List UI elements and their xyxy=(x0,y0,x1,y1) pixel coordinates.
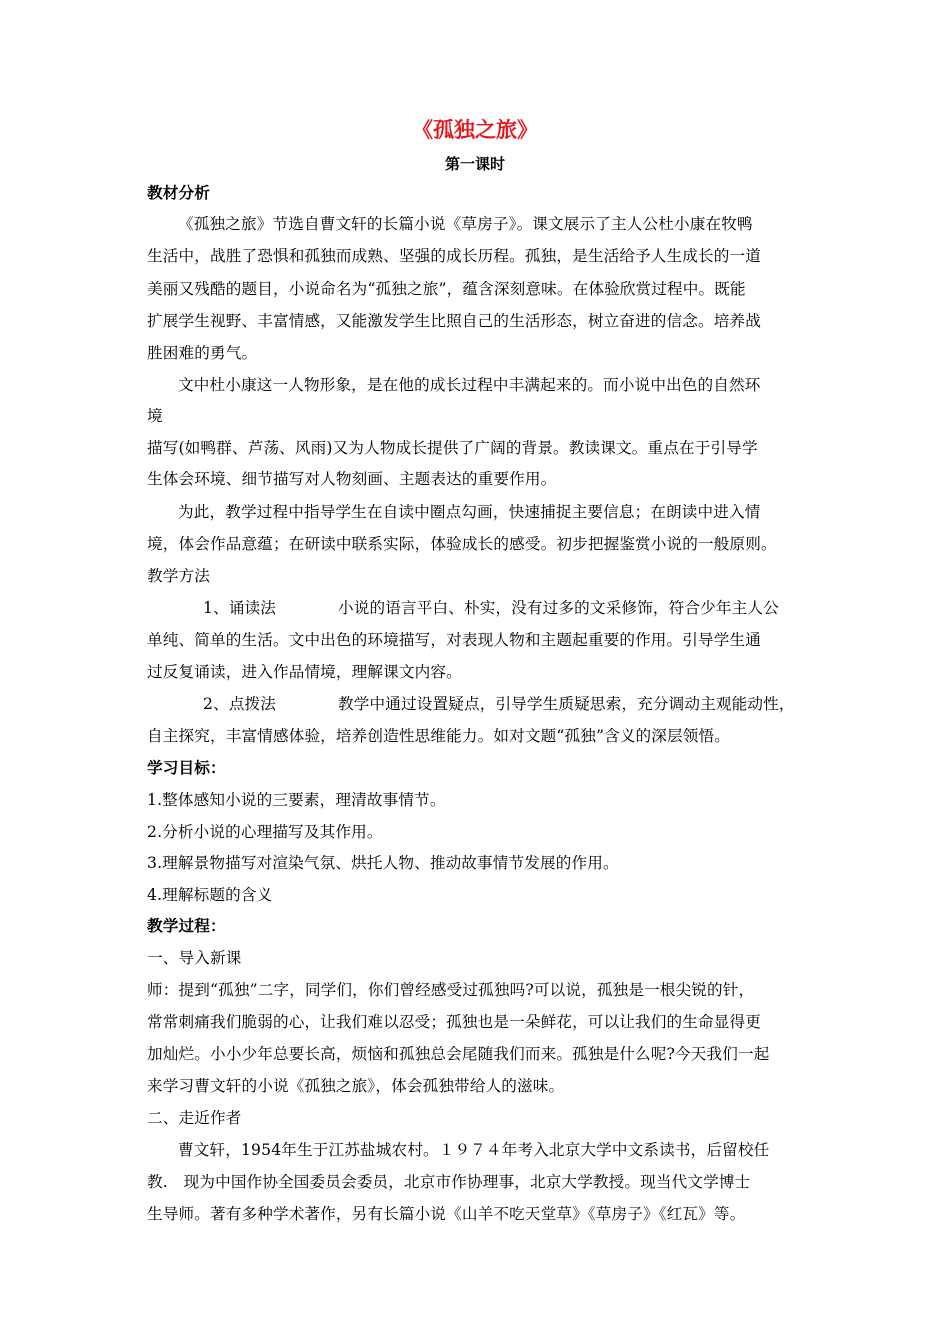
method-1-desc: 小说的语言平白、朴实，没有过多的文采修饰，符合少年主人公 xyxy=(338,599,779,617)
paragraph-line: 扩展学生视野、丰富情感，又能激发学生比照自己的生活形态，树立奋进的信念。培养战 xyxy=(147,312,762,330)
analysis-heading: 教材分析 xyxy=(147,184,210,202)
paragraph-line: 描写(如鸭群、芦荡、风雨)又为人物成长提供了广阔的背景。教读课文。重点在于引导学 xyxy=(147,439,758,457)
page-title: 《孤独之旅》 xyxy=(412,118,538,142)
paragraph-line: 师：提到“孤独”二字，同学们，你们曾经感受过孤独吗?可以说，孤独是一根尖锐的针， xyxy=(147,981,755,999)
paragraph-line: 曹文轩，1954年生于江苏盐城农村。１９７４年考入北京大学中文系读书，后留校任 xyxy=(178,1141,770,1159)
method-1-name: 1、诵读法 xyxy=(203,599,277,617)
paragraph-line: 教. 现为中国作协全国委员会委员，北京市作协理事，北京大学教授。现当代文学博士 xyxy=(147,1173,751,1191)
method-1 xyxy=(203,598,779,618)
paragraph-line: 境，体会作品意蕴；在研读中联系实际，体验成长的感受。初步把握鉴赏小说的一般原则。 xyxy=(147,535,777,553)
goals-heading: 学习目标： xyxy=(147,759,226,777)
paragraph-line: 过反复诵读，进入作品情境，理解课文内容。 xyxy=(147,663,462,681)
paragraph-line: 常常刺痛我们脆弱的心，让我们难以忍受；孤独也是一朵鲜花，可以让我们的生命显得更 xyxy=(147,1013,762,1031)
paragraph-line: 生体会环境、细节描写对人物刻画、主题表达的重要作用。 xyxy=(147,470,557,488)
paragraph-line: 来学习曹文轩的小说《孤独之旅》，体会孤独带给人的滋味。 xyxy=(147,1077,565,1095)
paragraph-line: 美丽又残酷的题目，小说命名为“孤独之旅”，蕴含深刻意味。在体验欣赏过程中。既能 xyxy=(147,280,746,298)
paragraph-line: 加灿烂。小小少年总要长高，烦恼和孤独总会尾随我们而来。孤独是什么呢?今天我们一起 xyxy=(147,1045,770,1063)
step-2-heading: 二、走近作者 xyxy=(147,1109,242,1127)
goal-item: 4.理解标题的含义 xyxy=(147,886,273,904)
methods-heading: 教学方法 xyxy=(147,567,210,585)
paragraph-line: 文中杜小康这一人物形象，是在他的成长过程中丰满起来的。而小说中出色的自然环 xyxy=(178,376,761,394)
method-2-desc: 教学中通过设置疑点，引导学生质疑思索，充分调动主观能动性， xyxy=(338,695,795,713)
method-2-name: 2、点拨法 xyxy=(203,695,277,713)
paragraph-line: 单纯、简单的生活。文中出色的环境描写，对表现人物和主题起重要的作用。引导学生通 xyxy=(147,631,762,649)
method-2 xyxy=(203,694,795,714)
process-heading: 教学过程： xyxy=(147,917,226,935)
paragraph-line: 为此，教学过程中指导学生在自读中圈点勾画，快速捕捉主要信息；在朗读中进入情 xyxy=(178,503,761,521)
goal-item: 3.理解景物描写对渲染气氛、烘托人物、推动故事情节发展的作用。 xyxy=(147,854,619,872)
paragraph-line: 《孤独之旅》节选自曹文轩的长篇小说《草房子》。课文展示了主人公杜小康在牧鸭 xyxy=(178,215,753,233)
paragraph-line: 生活中，战胜了恐惧和孤独而成熟、坚强的成长历程。孤独，是生活给予人生成长的一道 xyxy=(147,247,762,265)
paragraph-line: 生导师。著有多种学术著作，另有长篇小说《山羊不吃天堂草》《草房子》《红瓦》等。 xyxy=(147,1205,746,1223)
goal-item: 1.整体感知小说的三要素，理清故事情节。 xyxy=(147,791,446,809)
paragraph-line: 自主探究，丰富情感体验，培养创造性思维能力。如对文题“孤独”含义的深层领悟。 xyxy=(147,727,731,745)
paragraph-line: 境 xyxy=(147,407,163,425)
goal-item: 2.分析小说的心理描写及其作用。 xyxy=(147,823,383,841)
paragraph-line: 胜困难的勇气。 xyxy=(147,344,258,362)
step-1-heading: 一、导入新课 xyxy=(147,949,242,967)
page-subtitle: 第一课时 xyxy=(444,155,505,173)
